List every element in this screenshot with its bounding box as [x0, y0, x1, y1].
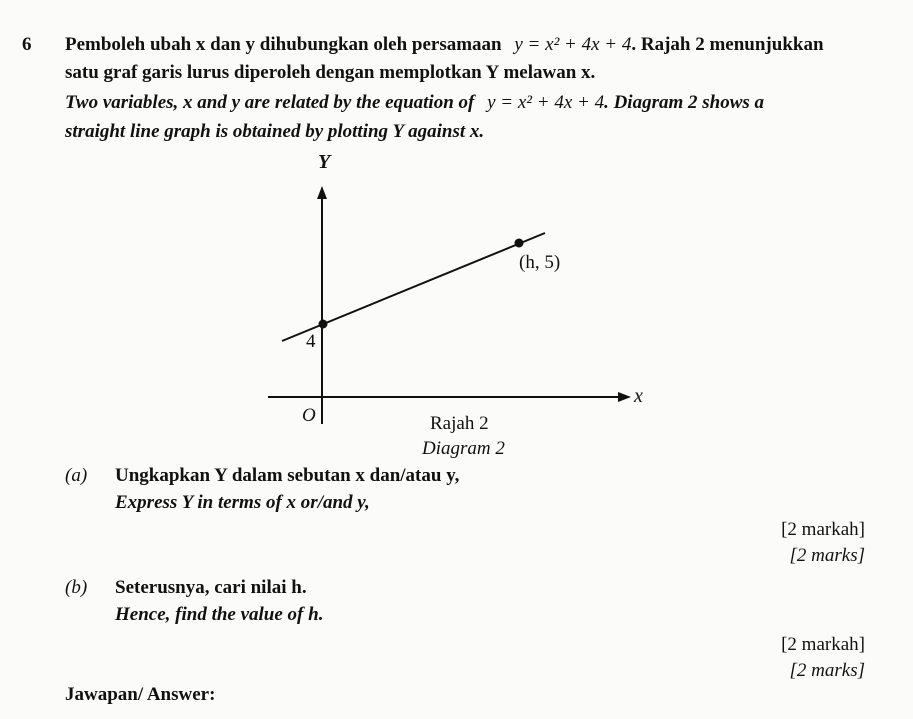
y-axis-arrow-icon	[317, 186, 327, 199]
part-a-marks-english: [2 marks]	[789, 545, 865, 566]
point-h-5	[515, 239, 524, 248]
intro-text: . Diagram 2 shows a	[604, 92, 765, 113]
part-a-text-english: Express Y in terms of x or/and y,	[115, 492, 370, 513]
part-a-marks-malay: [2 markah]	[781, 519, 865, 540]
part-b-marks-malay: [2 markah]	[781, 634, 865, 655]
question-number: 6	[22, 34, 32, 55]
equation: y = x² + 4x + 4	[514, 34, 632, 55]
point-label: (h, 5)	[519, 252, 561, 273]
equation: y = x² + 4x + 4	[487, 92, 605, 113]
answer-label: Jawapan/ Answer:	[65, 684, 216, 705]
intercept-label: 4	[306, 331, 316, 352]
y-axis-label: Y	[318, 151, 331, 173]
intro-english-line2: straight line graph is obtained by plotting Y against x.	[65, 121, 485, 142]
y-intercept-point	[319, 320, 328, 329]
part-a-text-malay: Ungkapkan Y dalam sebutan x dan/atau y,	[115, 465, 460, 486]
intro-text: . Rajah 2 menunjukkan	[631, 34, 824, 55]
part-a-label: (a)	[65, 465, 88, 486]
part-b-text-english: Hence, find the value of h.	[115, 604, 324, 625]
origin-label: O	[302, 405, 316, 426]
intro-text: Two variables, x and y are related by the equation of	[65, 92, 475, 113]
x-axis-label: x	[634, 385, 643, 407]
intro-text: Pemboleh ubah x dan y dihubungkan oleh persamaan	[65, 34, 502, 55]
part-b-text-malay: Seterusnya, cari nilai h.	[115, 577, 307, 598]
part-b-label: (b)	[65, 577, 88, 598]
caption-malay: Rajah 2	[430, 413, 489, 434]
part-b-marks-english: [2 marks]	[789, 660, 865, 681]
caption-english: Diagram 2	[422, 438, 505, 459]
x-axis-arrow-icon	[618, 392, 631, 402]
intro-malay-line2: satu graf garis lurus diperoleh dengan memplotkan Y melawan x.	[65, 62, 596, 83]
